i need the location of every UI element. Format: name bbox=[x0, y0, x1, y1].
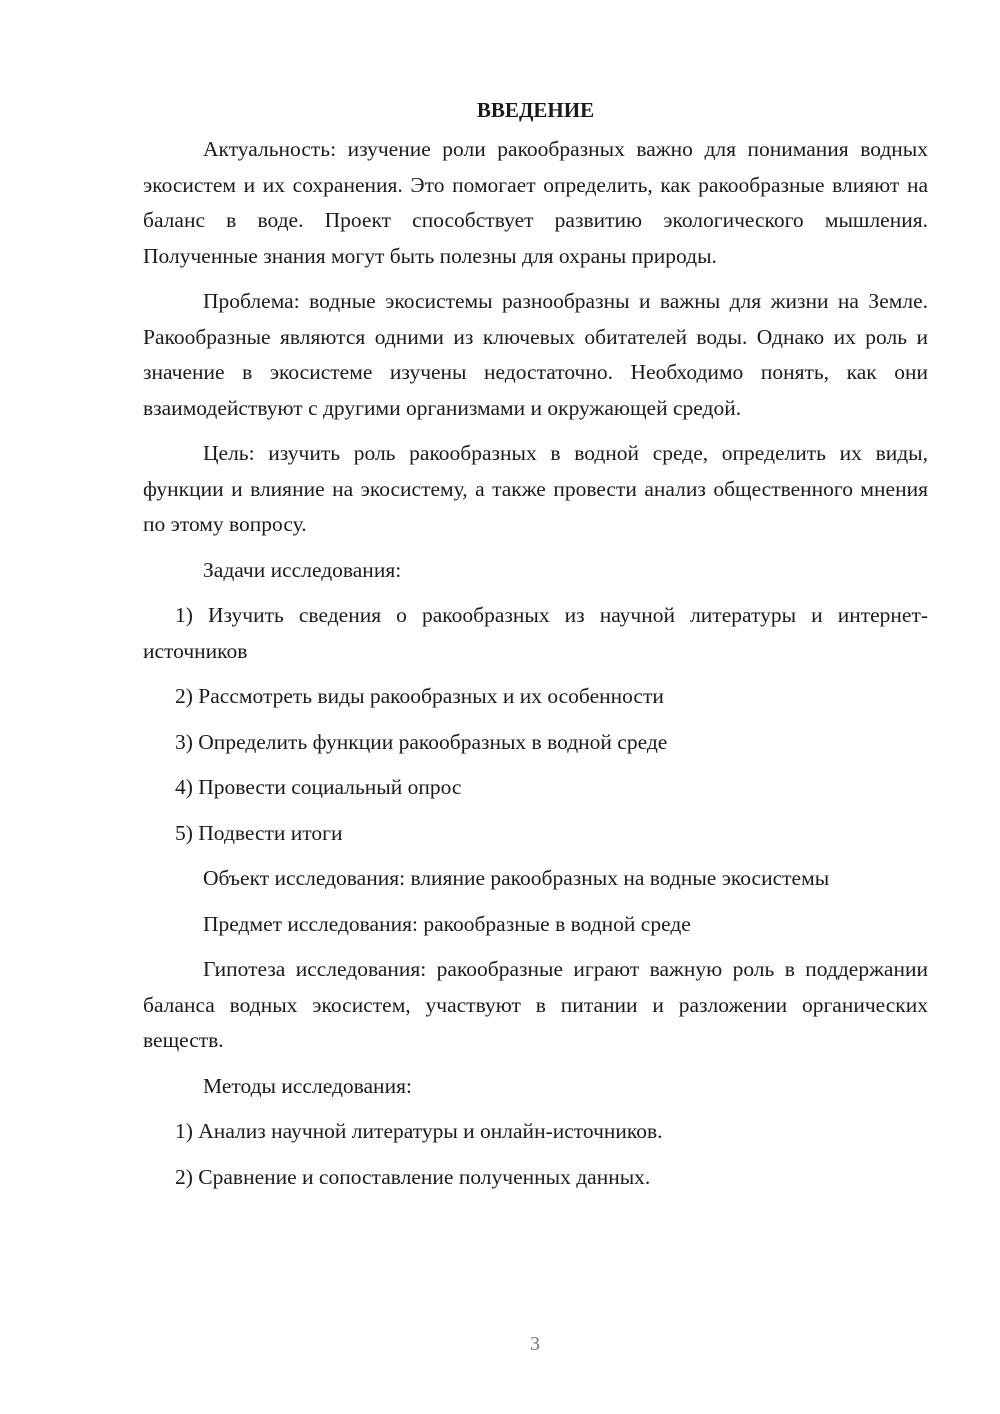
page-number: 3 bbox=[530, 1333, 540, 1355]
problem-paragraph: Проблема: водные экосистемы разнообразны и важны для жизни на Земле. Ракообразные являются одними из ключевых обитателей воды. Однако их роль и значение в экосистеме изучены недостаточно. Необходимо понять, как они взаимодействуют с другими организмами и окружающей средой. bbox=[143, 289, 928, 420]
tasks-heading: Задачи исследования: bbox=[203, 557, 402, 582]
goal-paragraph: Цель: изучить роль ракообразных в водной среде, определить их виды, функции и влияние на экосистему, а также провести анализ общественного мнения по этому вопросу. bbox=[143, 441, 928, 536]
methods-heading: Методы исследования: bbox=[203, 1073, 412, 1098]
object-paragraph: Объект исследования: влияние ракообразных на водные экосистемы bbox=[203, 866, 830, 890]
task-item-3: 3) Определить функции ракообразных в водной среде bbox=[175, 729, 668, 754]
method-item-1: 1) Анализ научной литературы и онлайн-источников. bbox=[175, 1119, 663, 1143]
method-item-2: 2) Сравнение и сопоставление полученных данных. bbox=[175, 1164, 651, 1189]
task-item-4: 4) Провести социальный опрос bbox=[175, 775, 462, 799]
task-item-2: 2) Рассмотреть виды ракообразных и их особенности bbox=[175, 684, 664, 708]
hypothesis-paragraph: Гипотеза исследования: ракообразные играют важную роль в поддержании баланса водных экосистем, участвуют в питании и разложении органических веществ. bbox=[143, 957, 928, 1052]
section-title: ВВЕДЕНИЕ bbox=[476, 98, 595, 122]
task-item-1: 1) Изучить сведения о ракообразных из научной литературы и интернет-источников bbox=[143, 603, 928, 663]
document-page bbox=[143, 92, 928, 1205]
subject-paragraph: Предмет исследования: ракообразные в водной среде bbox=[203, 911, 691, 936]
task-item-5: 5) Подвести итоги bbox=[175, 820, 343, 845]
relevance-paragraph: Актуальность: изучение роли ракообразных важно для понимания водных экосистем и их сохранения. Это помогает определить, как ракообразные влияют на баланс в воде. Проект способствует развитию экологического мышления. Полученные знания могут быть полезны для охраны природы. bbox=[143, 137, 928, 268]
